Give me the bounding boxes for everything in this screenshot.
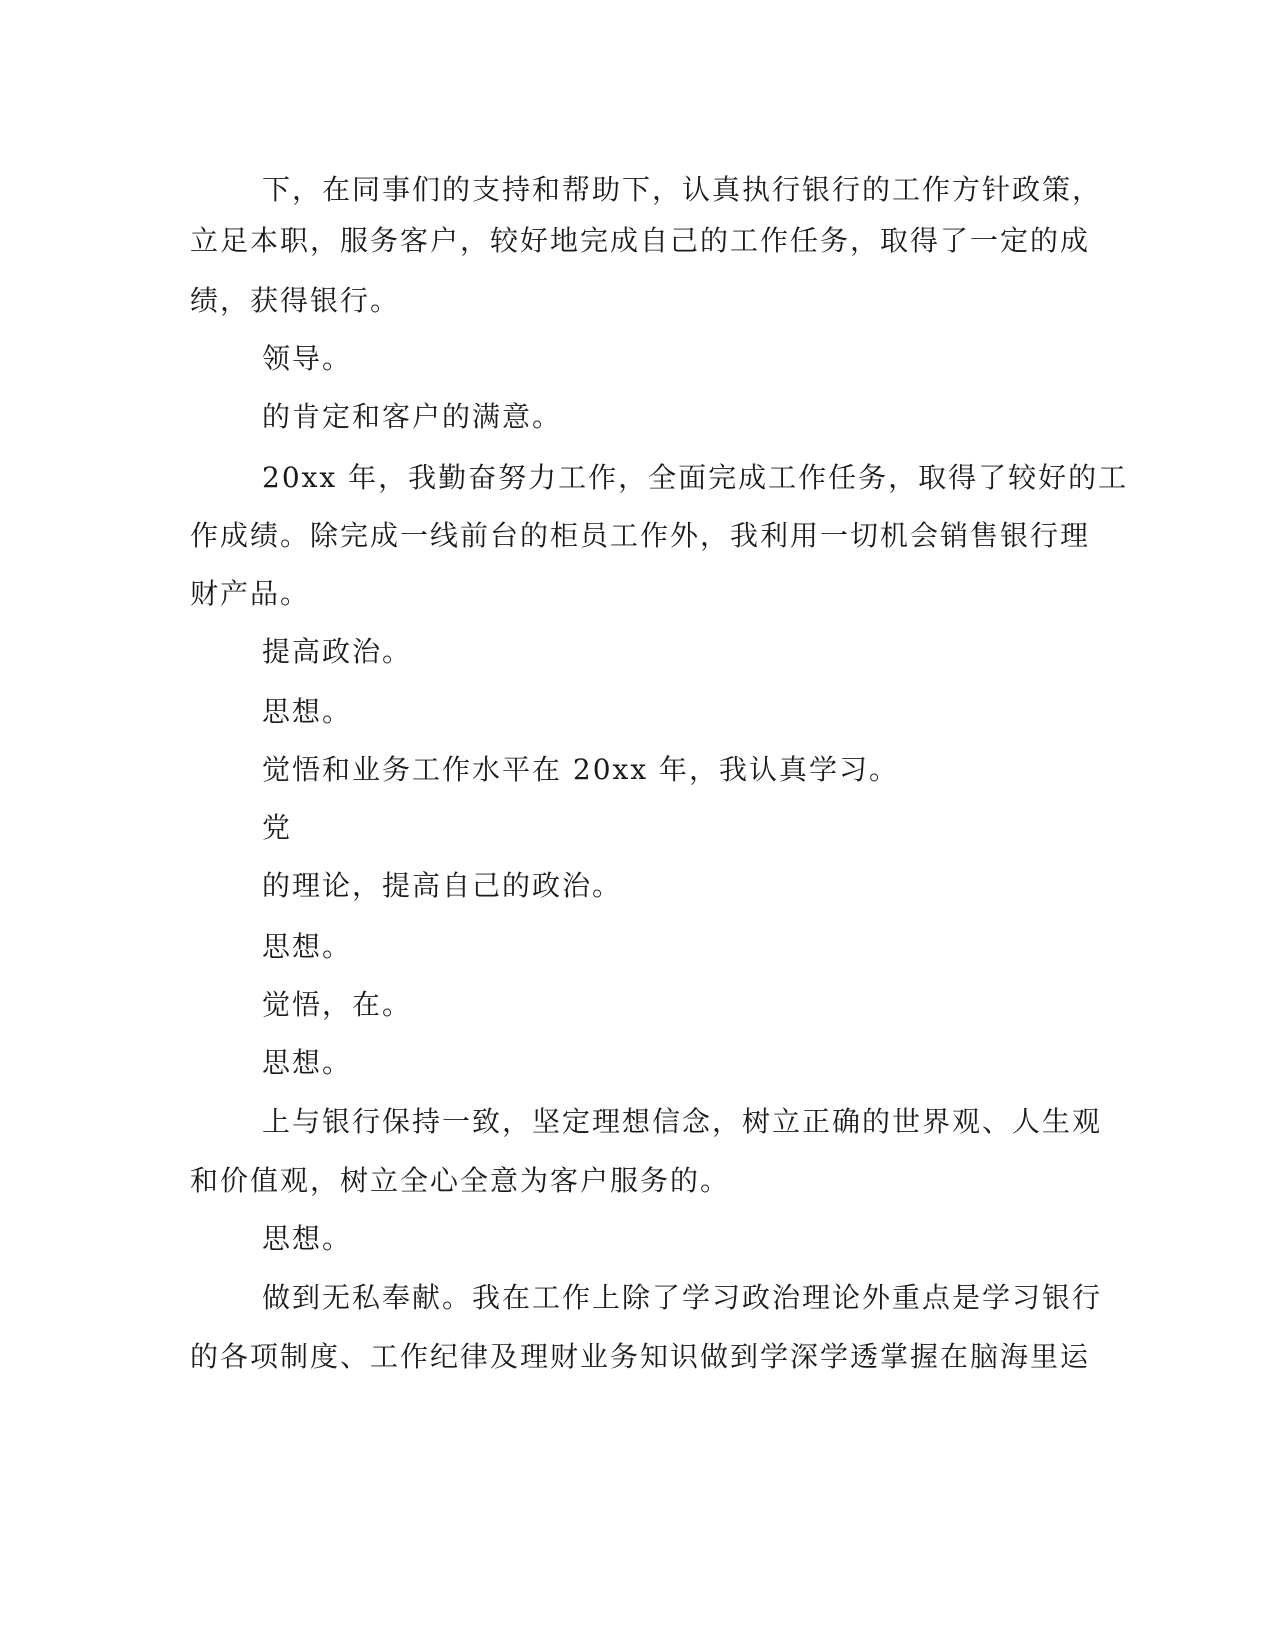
paragraph-line: 觉悟和业务工作水平在 20xx 年，我认真学习。	[262, 753, 900, 786]
paragraph-line: 领导。	[262, 342, 353, 375]
paragraph-line: 作成绩。除完成一线前台的柜员工作外，我利用一切机会销售银行理	[190, 519, 1091, 552]
paragraph-line: 党	[262, 811, 293, 844]
paragraph-line: 的理论，提高自己的政治。	[262, 869, 623, 902]
paragraph-line: 提高政治。	[262, 635, 413, 668]
paragraph-line: 上与银行保持一致，坚定理想信念，树立正确的世界观、人生观	[262, 1105, 1103, 1138]
paragraph-line: 觉悟，在。	[262, 988, 413, 1021]
paragraph-line: 立足本职，服务客户，较好地完成自己的工作任务，取得了一定的成	[190, 224, 1091, 257]
paragraph-line: 思想。	[262, 695, 353, 728]
paragraph-line: 思想。	[262, 1222, 353, 1255]
paragraph-line: 思想。	[262, 1046, 353, 1079]
paragraph-line: 绩，获得银行。	[190, 284, 401, 317]
paragraph-line: 做到无私奉献。我在工作上除了学习政治理论外重点是学习银行	[262, 1281, 1103, 1314]
paragraph-line: 20xx 年，我勤奋努力工作，全面完成工作任务，取得了较好的工	[262, 461, 1129, 494]
paragraph-line: 下，在同事们的支持和帮助下，认真执行银行的工作方针政策，	[262, 173, 1103, 206]
paragraph-line: 的肯定和客户的满意。	[262, 400, 563, 433]
paragraph-line: 的各项制度、工作纪律及理财业务知识做到学深学透掌握在脑海里运	[190, 1340, 1091, 1373]
paragraph-line: 财产品。	[190, 577, 311, 610]
paragraph-line: 思想。	[262, 930, 353, 963]
paragraph-line: 和价值观，树立全心全意为客户服务的。	[190, 1164, 731, 1197]
